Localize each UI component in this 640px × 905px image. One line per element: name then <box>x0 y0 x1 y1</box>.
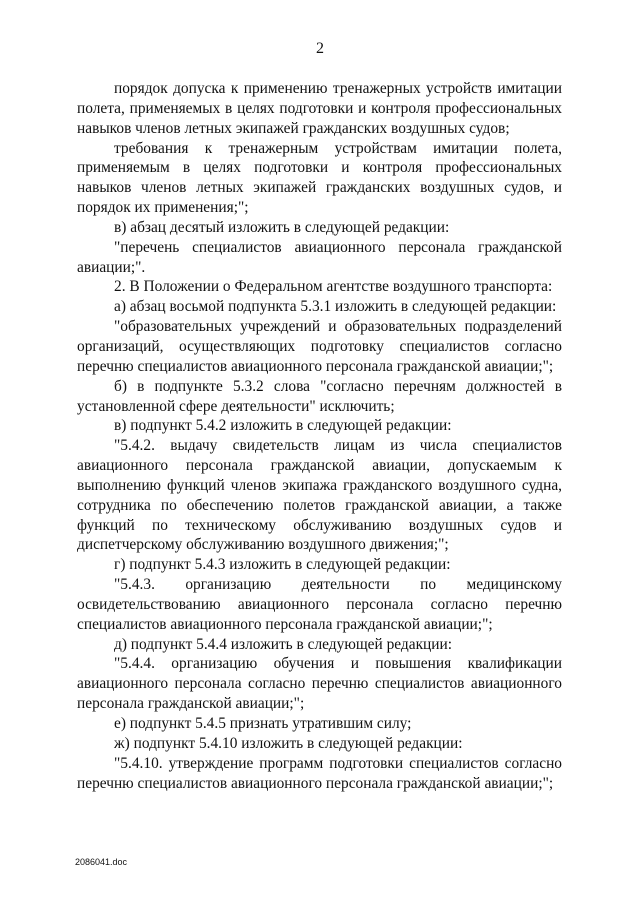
paragraph-item-zh-5410: ж) подпункт 5.4.10 изложить в следующей редакции: <box>114 734 463 752</box>
paragraph-542-text: "5.4.2. выдачу свидетельств лицам из числа специалистов авиационного персонала гражданской авиации, допускаемым к выполнению функций членов экипажа гражданского воздушного судна, сотрудника по обеспечению полетов гражданской авиации, а также функций по техническому обслуживанию воздушных судов и диспетчерскому обслуживанию воздушного движения;"; <box>77 437 562 554</box>
paragraph-item-e-545: е) подпункт 5.4.5 признать утратившим силу; <box>114 715 412 732</box>
document-body <box>77 79 562 793</box>
paragraph-item-d-544: д) подпункт 5.4.4 изложить в следующей редакции: <box>114 635 453 653</box>
paragraph-simulator-requirements: требования к тренажерным устройствам имитации полета, применяемым в целях подготовки и контроля профессиональных навыков членов летных экипажей гражданских воздушных судов, и порядок их применения;"; <box>77 139 562 217</box>
paragraph-item-a-531: а) абзац восьмой подпункта 5.3.1 изложить в следующей редакции: <box>114 298 557 316</box>
paragraph-item-v-542: в) подпункт 5.4.2 изложить в следующей редакции: <box>114 417 452 435</box>
paragraph-item-g-543: г) подпункт 5.4.3 изложить в следующей редакции: <box>114 556 451 574</box>
paragraph-educational-institutions: "образовательных учреждений и образовательных подразделений организаций, осуществляющих подготовку специалистов согласно перечню специалистов авиационного персонала гражданской авиации;"; <box>77 318 562 375</box>
paragraph-5410-text: "5.4.10. утверждение программ подготовки специалистов согласно перечню специалистов авиационного персонала гражданской авиации;"; <box>77 754 562 792</box>
paragraph-544-text: "5.4.4. организацию обучения и повышения квалификации авиационного персонала согласно перечню специалистов авиационного персонала гражданской авиации;"; <box>77 655 562 713</box>
paragraph-simulator-admission: порядок допуска к применению тренажерных устройств имитации полета, применяемых в целях подготовки и контроля профессиональных навыков членов летных экипажей гражданских воздушных судов; <box>77 80 562 137</box>
paragraph-item-b-532: б) в подпункте 5.3.2 слова "согласно перечням должностей в установленной сфере деятельности" исключить; <box>77 377 562 415</box>
paragraph-section-2: 2. В Положении о Федеральном агентстве воздушного транспорта: <box>114 278 553 296</box>
footer-file-reference: 2086041.doc <box>75 857 128 867</box>
paragraph-543-text: "5.4.3. организацию деятельности по медицинскому освидетельствованию авиационного персонала согласно перечню специалистов авиационного персонала гражданской авиации;"; <box>77 576 562 633</box>
page-number: 2 <box>316 40 324 57</box>
paragraph-specialists-list: "перечень специалистов авиационного персонала гражданской авиации;". <box>77 238 562 276</box>
paragraph-item-v-tenth: в) абзац десятый изложить в следующей редакции: <box>114 218 450 236</box>
